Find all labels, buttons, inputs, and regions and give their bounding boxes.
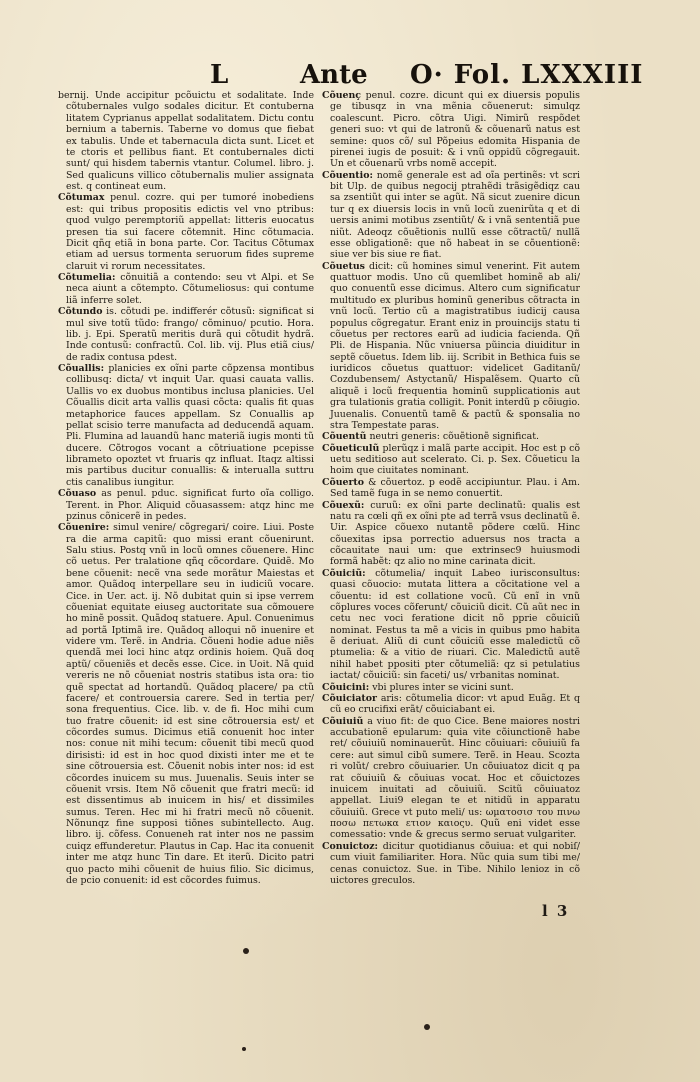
folio-number: O· Fol. LXXXIII — [410, 60, 644, 90]
entry-headword: Cõuiciũ: — [322, 567, 366, 579]
entry-headword: Cõtumelia: — [58, 272, 116, 283]
entry-text: penul. cozre. dicunt qui ex diuersis populis ge tibusqz in vna mẽnia cõuenerut: simulqz coalescunt. Picro. cõtra Uigi. Nimirũ respõdet generi suo: vt qui de latronũ & cõuenarũ natus est semine: quos cõ/ sul Põpeius edomita Hispania de pirenei iugis de posuit: & i vnũ oppidũ cõgregauit. Un et cõuenarũ vrbs nomẽ accepit. — [330, 90, 580, 170]
dictionary-entry — [322, 500, 580, 568]
dictionary-entry — [58, 192, 314, 272]
entry-text: is. cõtudi pe. indifferér cõtusũ: significat si mul sive totũ tũdo: frango/ cõminuo/ pcutio. Hora. lib. j. Epi. Speratũ meritis durã qui cõtudit hydrã. Inde contusũ: confractũ. Col. lib. vij. Plus etiã cius/ de radix contusa pdest. — [66, 306, 314, 363]
entry-text: nomẽ generale est ad oĩa pertinẽs: vt scri bit Ulp. de quibus negocij ptrahẽdi trãsigẽdiqz cau sa zsentiũt qui inter se agũt. Nã sicut zuenire dicun tur q ex diuersis locis in vnũ locũ zuenirũta q et di uersis animi motibus zsentiũt/ & i vnã sententiã pue niũt. Adeoqz cõuẽtionis nullũ esse cõtractũ/ nullã esse obligationẽ: que nõ habeat in se cõuentionẽ: siue ver bis siue re fiat. — [330, 169, 581, 261]
entry-headword: Cõuetus — [322, 260, 365, 272]
entry-headword: Cõuaso — [58, 488, 97, 500]
header-letter: L — [210, 60, 229, 90]
entry-headword: Cõuallis: — [58, 363, 105, 374]
dictionary-entry — [322, 716, 580, 841]
entry-headword: Cõuiuiũ — [322, 715, 364, 727]
dictionary-entry — [58, 272, 314, 306]
dictionary-entry — [322, 477, 580, 500]
signature-mark: l 3 — [542, 902, 570, 920]
dictionary-entry — [322, 443, 580, 477]
ink-spot — [424, 1024, 430, 1030]
entry-text: & cõuertoz. p eodẽ accipiuntur. Plau. i Am. Sed tamẽ fuga in se nemo conuertit. — [330, 476, 580, 500]
dictionary-entry — [322, 841, 580, 887]
dictionary-entry — [322, 261, 580, 432]
entry-headword: Cõuerto — [322, 476, 365, 488]
entry-text: cõtumelia/ inquit Labeo iurisconsultus: quasi cõuocio: mutata littera a cõcitatione vel a cõuentu: id est collatione vocũ. Cũ enĩ in vnũ cõplures voces cõferunt/ cõuiciũ dicit. Cũ aũt nec in cetu nec voci feratione dicit nõ pprie cõuiciũ nominat. Festus ta mẽ a vicis in quibus pmo habita ẽ deriuat. Aliũ di cunt cõuiciũ esse maledictũ cõ ptumelia: & a vitio de riuari. Cic. Maledictũ autẽ nihil habet ppositi pter cõtumeliã: qz si petulatius iactat/ cõuiciũ: sin faceti/ us/ vrbanitas nominat. — [330, 567, 580, 682]
entry-text: as penul. pduc. significat furto oĩa colligo. Terent. in Phor. Aliquid cõuasassem: atqz hinc me pzinus cõnicerẽ in pedes. — [66, 488, 314, 522]
entry-headword: Cõuicini: — [322, 681, 370, 693]
running-header — [60, 60, 644, 94]
dictionary-entry — [322, 682, 580, 693]
entry-text: cõnuitiã a contendo: seu vt Alpi. et Se neca aiunt a cõtempto. Cõtumeliosus: qui contume liã inferre solet. — [66, 272, 314, 306]
entry-text: planicies ex oĩni parte cõpzensa montibus collibusq: dicta/ vt inquit Uar. quasi cauata vallis. Uallis vo ex duobus montibus inclusa planicies. Uel Cõuallis dicit arta vallis quasi cõcta: qualis fit quas metaphorice fauces appellam. Sz Conuallis ap pellat scisio terre manufacta ad deducendã aquam. Pli. Flumina ad lauandũ hanc materiã iugis monti tũ ducere. Cõtrogos vocant a cõtriuatione pcepisse librameto opoztet vt fruaris qz influat. Itaqz altissi mis partibus ducitur conuallis: & interualla suttru ctis canalibus iungitur. — [66, 363, 315, 488]
dictionary-entry — [322, 568, 580, 682]
dictionary-entry — [322, 693, 580, 716]
entry-headword: Conuictoz: — [322, 840, 378, 852]
entry-headword: Cõuentũ — [322, 431, 367, 443]
right-column — [322, 90, 580, 886]
entry-headword: Cõueticulũ — [322, 442, 380, 454]
entry-text: dicit: cũ homines simul venerint. Fit autem quattuor modis. Uno cũ quemlibet hominẽ ab ali/ quo conuentũ esse dicimus. Altero cum significatur multitudo ex pluribus hominũ generibus cõtracta in vnũ locũ. Tertio cũ a magistratibus iudicij causa populus cõgregatur. Erant eniz in prouincijs statu ti cõuetus per rectores earũ ad iudicia facienda. Qñ Pli. de Hispania. Nũc vniuersa pũincia diuiditur in septẽ cõuetus. Idem lib. iij. Scribit in Bethica fuis se iuridicos cõuetus quattuor: videlicet Gaditanũ/ Cozdubensem/ Astyctanũ/ Hispalẽsem. Quarto cũ aliquẽ i locũ frequentia hominũ supplicationis aut gra tulationis gratia colligit. Ponit interdũ p cõiugio. Juuenalis. Conuentũ tamẽ & pactũ & sponsalia no stra Tempestate paras. — [330, 260, 580, 431]
dictionary-entry — [322, 170, 580, 261]
entry-headword: Cõuentio: — [322, 169, 373, 181]
dictionary-entry — [58, 363, 314, 488]
ink-spot — [242, 1047, 246, 1051]
entry-text: curuũ: ex oĩni parte declinatũ: qualis est natu ra cœli qñ ex oĩni pte ad terrã vsus declinatũ ẽ. Uir. Aspice cõuexo nutantẽ põdere cœlũ. Hinc cõuexitas ipsa porrectio aduersus nos tracta a cõcauitate naui um: que extrinsec9 huiusmodi formã habẽt: qz alio no mine carinata dicit. — [330, 499, 580, 568]
left-column — [58, 90, 314, 886]
entry-headword: Cõuiciator — [322, 692, 377, 704]
entry-headword: Cõtumax — [58, 192, 105, 204]
header-word: Ante — [300, 60, 368, 90]
entry-text: plerũqz i malã parte accipit. Hoc est p cõ uetu seditioso aut scelerato. Ci. p. Sex. Cõueticu la hoim que ciuitates nominant. — [330, 442, 581, 477]
entry-text: aris: cõtumelia dicor: vt apud Euãg. Et q cũ eo crucifixi erãt/ cõuiciabant ei. — [330, 692, 580, 716]
entry-text: penul. cozre. qui per tumoré inobediens est: qui tribus propositis edictis vel vno ptribus: quod vulgo peremptoriũ appellat: litteris euocatus presen tia sui facere cõtemnit. Hinc cõtumacia. Dicit qñq etiã in bona parte. Cor. Tacitus Cõtumax etiam ad uersus tormenta seruorum fides supreme claruit vi rorum necessitates. — [66, 192, 314, 272]
ink-spot — [243, 948, 249, 954]
dictionary-entry — [58, 488, 314, 522]
entry-headword: Cõuenç — [322, 90, 362, 101]
entry-text: dicitur quotidianus cõuiua: et qui nobiſ/ cum viuit familiariter. Hora. Nũc quia sum tibi me/ cenas conuictoz. Sue. in Tibe. Nihilo lenioz in cõ uictores greculos. — [330, 840, 580, 886]
entry-text: vbi plures inter se vicini sunt. — [372, 681, 514, 693]
entry-headword: Cõuenire: — [58, 522, 110, 534]
dictionary-entry — [58, 306, 314, 363]
dictionary-entry — [58, 90, 314, 192]
entry-text: bernij. Unde accipitur pcõuictu et sodalitate. Inde cõtubernales vulgo sodales dicitur. Et contuberna litatem Cyprianus appellat sodalitatem. Dictu contu bernium a tabernis. Taberne vo domus que fiebat ex tabulis. Unde et tabernacula dicta sunt. Licet et te ctoris et pellibus fiant. Et contubernales dicti sunt/ qui hisdem tabernis vtantur. Columel. libro. j. Sed qualicuns villico cõtubernalis mulier assignata est. q contineat eum. — [58, 90, 314, 192]
entry-headword: Cõtundo — [58, 306, 103, 318]
entry-headword: Cõuexũ: — [322, 499, 365, 511]
dictionary-entry — [322, 90, 580, 170]
entry-text: a viuo fit: de quo Cice. Bene maiores nostri accubationẽ epularum: quia vite cõiunctionẽ habe ret/ cõuiuiũ nominauerũt. Hinc cõuiuari: cõuiuiũ fa cere: aut simul cibũ sumere. Terẽ. in Heau. Scozta ri volũt/ crebro cõuiuarier. Un cõuiuatoz dicit q pa rat cõuiuiũ & cõuiuas vocat. Hoc et cõuictozes inuicem inuitati ad cõuiuiũ. Scitũ cõuiuatoz appellat. Liui9 elegan te et nitidũ in apparatu cõuiuiũ. Grece vt puto meli/ us: ωματοσισ του πινω ποσω πετωκα ετιον καιοςυ. Quũ eni videt esse comessatio: vnde & grecus sermo seruat vulgariter. — [330, 715, 581, 841]
entry-text: simul venire/ cõgregari/ coire. Liui. Poste ra die arma capitũ: quo missi erant cõuenirunt. Salu stius. Postq vnũ in locũ omnes cõuenere. Hinc cõ uetus. Per tralatione qñq cõcordare. Quidẽ. Mo bene cõuenit: necẽ vna sede morãtur Maiestas et amor. Quãdoq interpellare seu in iudiciũ vocare. Cice. in Uer. act. ij. Nõ dubitat quin si ipse verrem cõueniat equitate eiuseg auctoritate sua cõmouere ho minẽ possit. Quãdoq statuere. Apul. Conuenimus ad portã Iptimã ire. Quãdoq alloqui nõ inuenire et videre vm. Terẽ. in Andria. Cõueni hodie adue niẽs quendã mei loci hinc atqz ordinis hoiem. Quã doq aptũ/ cõueniẽs et decẽs esse. Cice. in Uoit. Nã quid vereris ne nõ cõueniat nostris statibus ista ora: tio quẽ spectat ad hortandũ. Quãdoq placere/ pa ctũ facere/ et controuersia carere. Sed in tertia per/ sona frequentius. Cice. lib. v. de fi. Hoc mihi cum tuo fratre cõuenit: id est sine cõtrouersia est/ et cõcordes sumus. Dicimus etiã conuenit hoc inter nos: conue nit mihi tecum: cõuenit tibi mecũ quod dirisisti: id est in hoc quod dixisti inter me et te sine cõtrouersia est. Cõuenit nobis inter nos: id est cõcordes inuicem su mus. Juuenalis. Seuis inter se cõuenit vrsis. Item Nõ cõuenit que fratri mecũ: id est dissentimus ab inuicem in his/ et dissimiles sumus. Teren. Hec mi hi fratri mecũ nõ cõuenit. Nõnunqz fine supposi tiõnes subintellecto. Aug. libro. ij. cõfess. Conueneh rat inter nos ne passim cuiqz effunderetur. Plautus in Cap. Hac ita conuenit inter me atqz hunc Tin dare. Et iterũ. Dicito patri quo pacto mihi cõuenit de huius filio. Sic dicimus, de pcio conuenit: id est cõcordes fuimus. — [66, 522, 314, 886]
dictionary-entry — [322, 431, 580, 442]
entry-text: neutri generis: cõuẽtionẽ significat. — [369, 431, 540, 443]
dictionary-entry — [58, 522, 314, 886]
